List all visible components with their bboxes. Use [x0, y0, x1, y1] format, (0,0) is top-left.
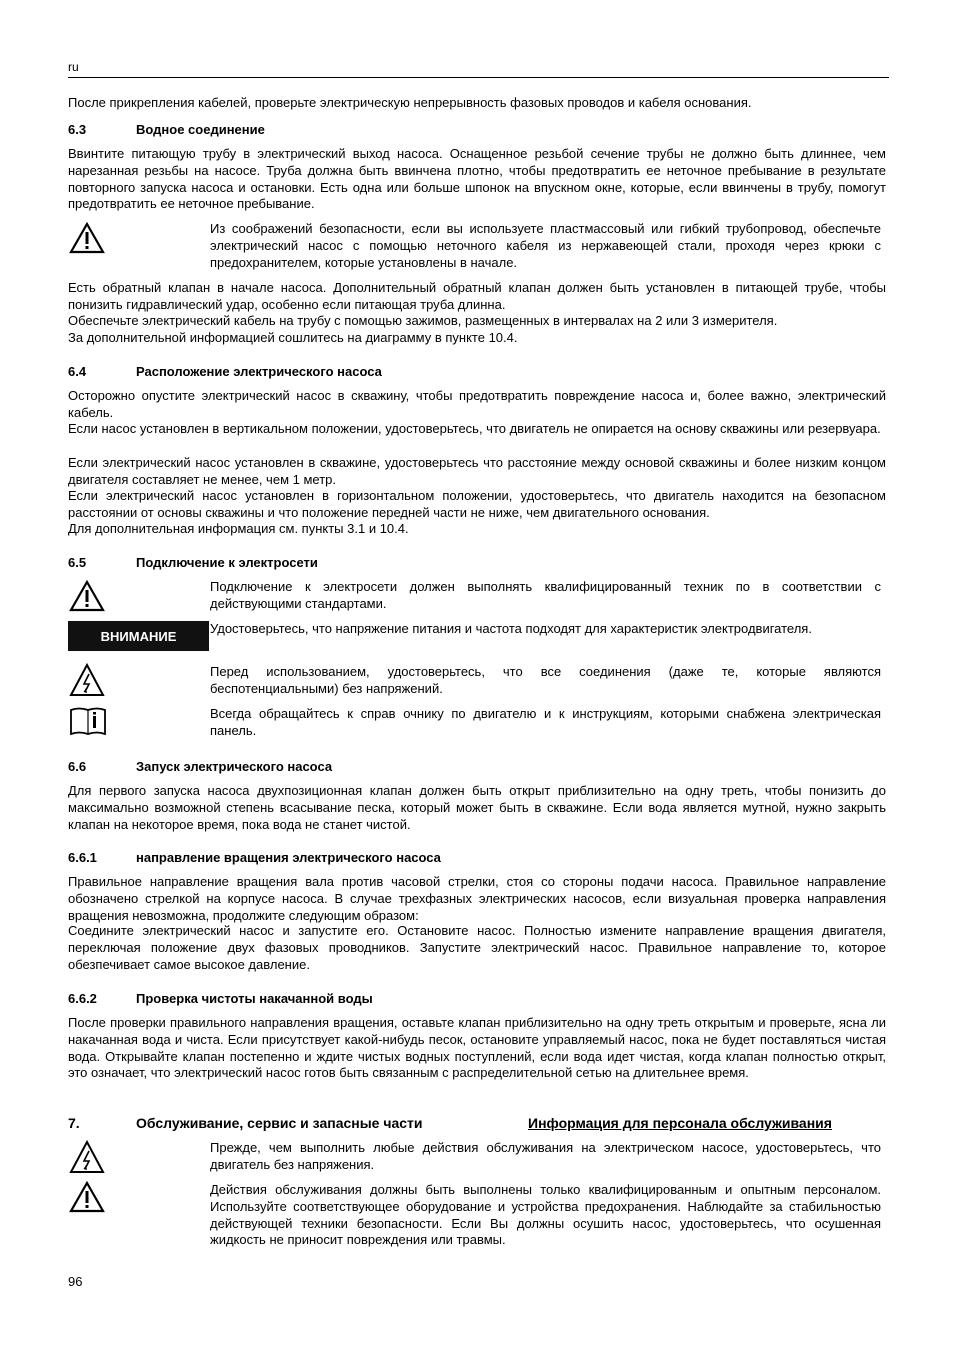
page-number: 96	[68, 1274, 83, 1289]
section-number: 6.5	[68, 555, 87, 570]
section-title: Обслуживание, сервис и запасные части	[136, 1115, 423, 1131]
section-6-3-heading	[68, 122, 265, 138]
service-staff-info-title: Информация для персонала обслуживания	[528, 1115, 832, 1131]
section-number: 6.6.2	[68, 991, 97, 1006]
section-6-5-heading	[68, 555, 318, 571]
section-6-5-warning-3: Перед использованием, удостоверьтесь, что все соединения (даже те, которые являются беспотенциальными) без напряжений.	[210, 664, 881, 696]
section-6-4-heading	[68, 364, 382, 380]
section-number: 6.6	[68, 759, 87, 774]
electric-hazard-icon	[69, 1140, 105, 1179]
attention-badge: ВНИМАНИЕ	[68, 621, 209, 651]
section-7-heading	[68, 1115, 876, 1131]
electric-hazard-icon	[69, 663, 105, 702]
intro-paragraph: После прикрепления кабелей, проверьте электрическую непрерывность фазовых проводов и кабеля основания.	[68, 95, 752, 110]
warning-triangle-icon	[69, 1181, 105, 1218]
language-code: ru	[68, 60, 79, 74]
section-6-3-paragraph-2: Есть обратный клапан в начале насоса. Дополнительный обратный клапан должен быть установлен в питающей трубе, чтобы понизить гидравлический удар, особенно если питающая труба длинна.	[68, 280, 886, 312]
section-6-4-paragraph-4: Если электрический насос установлен в горизонтальном положении, удостоверьтесь, что двигатель находится на безопасном расстоянии от основы скважины и что положение передней части не ниже, чем двигательного основания.	[68, 488, 886, 520]
section-6-3-paragraph-4: За дополнительной информацией сошлитесь на диаграмму в пункте 10.4.	[68, 330, 518, 345]
header-rule	[68, 77, 889, 78]
section-number: 6.6.1	[68, 850, 97, 865]
section-6-6-2-paragraph: После проверки правильного направления вращения, оставьте клапан приблизительно на одну треть открытым и проверьте, ясна ли накачанная вода и чиста. Если присутствует какой-нибудь песок, остановите управляемый насос, пока не будет поставляться чистая вода. Открывайте клапан постепенно и ждите чистых водных поступлений, если вода идет чистая, когда клапан полностью открыт, это означает, что электрический насос готов быть связанным с распределительной сетью на длительнее время.	[68, 1015, 886, 1081]
section-title: Проверка чистоты накачанной воды	[136, 991, 373, 1006]
section-6-6-1-paragraph-1: Правильное направление вращения вала против часовой стрелки, стоя со стороны подачи насоса. Правильное направление обозначено стрелкой на корпусе насоса. В случае трехфазных электрических насосов, если визуальная проверка направления вращения невозможна, продолжите следующим образом:	[68, 874, 886, 923]
section-title: Запуск электрического насоса	[136, 759, 333, 774]
section-6-3-paragraph: Ввинтите питающую трубу в электрический выход насоса. Оснащенное резьбой сечение трубы не должно быть длиннее, чем нарезанная резьбы на насосе. Труба должна быть ввинчена плотно, чтобы предотвратить ее неточное пребывание в результате повторного запуска насоса и остановки. Есть одна или больше шпонок на впускном окне, которые, если ввинчены в трубу, помогут предотвратить ее неточное пребывание.	[68, 146, 886, 212]
section-6-4-paragraph-2: Если насос установлен в вертикальном положении, удостоверьтесь, что двигатель не опирается на основу скважины или резервуара.	[68, 421, 881, 436]
section-title: направление вращения электрического насоса	[136, 850, 441, 865]
section-7-warning-2: Действия обслуживания должны быть выполнены только квалифицированным и опытным персоналом. Используйте соответствующее оборудование и устройства предохранения. Наблюдайте за стабильностью действующей техники безопасности. Если Вы должны осушить насос, удостоверьтесь, что осушенная жидкость не приносит повреждения или травмы.	[210, 1182, 881, 1248]
section-6-4-paragraph-3: Если электрический насос установлен в скважине, удостоверьтесь что расстояние между основой скважины и более низким концом двигателя составляет не менее, чем 1 метр.	[68, 455, 886, 487]
section-6-5-warning-4: Всегда обращайтесь к справ очнику по двигателю и к инструкциям, которыми снабжена электрическая панель.	[210, 706, 881, 738]
section-6-6-1-paragraph-2: Соедините электрический насос и запустите его. Остановите насос. Полностью измените направление вращения двигателя, переключая положение двух фазовых проводников. Запустите электрический насос. Правильное направление то, которое обезпечивает самое высокое давление.	[68, 923, 886, 972]
manual-info-icon	[69, 706, 107, 741]
section-title: Расположение электрического насоса	[136, 364, 382, 379]
section-6-5-warning-1: Подключение к электросети должен выполнять квалифицированный техник по в соответствии с действующими стандартами.	[210, 579, 881, 611]
section-6-6-paragraph: Для первого запуска насоса двухпозиционная клапан должен быть открыт приблизительно на одну треть, чтобы понизить до максимально возможной степень всасывание песка, который может быть в скважине. Если вода является мутной, нужно закрыть клапан на некоторое время, пока вода не станет чистой.	[68, 783, 886, 832]
section-7-warning-1: Прежде, чем выполнить любые действия обслуживания на электрическом насосе, удостоверьтесь, что двигатель без напряжения.	[210, 1140, 881, 1172]
section-number: 7.	[68, 1115, 80, 1131]
section-number: 6.3	[68, 122, 87, 137]
section-title: Подключение к электросети	[136, 555, 318, 570]
section-title: Водное соединение	[136, 122, 265, 137]
section-6-6-heading	[68, 759, 332, 775]
section-number: 6.4	[68, 364, 87, 379]
section-6-4-paragraph-5: Для дополнительная информация см. пункты 3.1 и 10.4.	[68, 521, 409, 536]
section-6-3-paragraph-3: Обеспечьте электрический кабель на трубу с помощью зажимов, размещенных в интервалах на 2 или 3 измерителя.	[68, 313, 778, 328]
warning-triangle-icon	[69, 222, 105, 259]
section-6-5-warning-2: Удостоверьтесь, что напряжение питания и частота подходят для характеристик электродвигателя.	[210, 621, 812, 636]
section-6-6-2-heading	[68, 991, 373, 1007]
section-6-4-paragraph-1: Осторожно опустите электрический насос в скважину, чтобы предотвратить повреждение насоса и, более важно, электрический кабель.	[68, 388, 886, 420]
section-6-6-1-heading	[68, 850, 441, 866]
warning-triangle-icon	[69, 580, 105, 617]
section-6-3-warning: Из соображений безопасности, если вы используете пластмассовый или гибкий трубопровод, обеспечьте электрический насос с помощью неточного кабеля из нержавеющей стали, проходя через крюки с предохранителем, которые установлены в начале.	[210, 221, 881, 270]
